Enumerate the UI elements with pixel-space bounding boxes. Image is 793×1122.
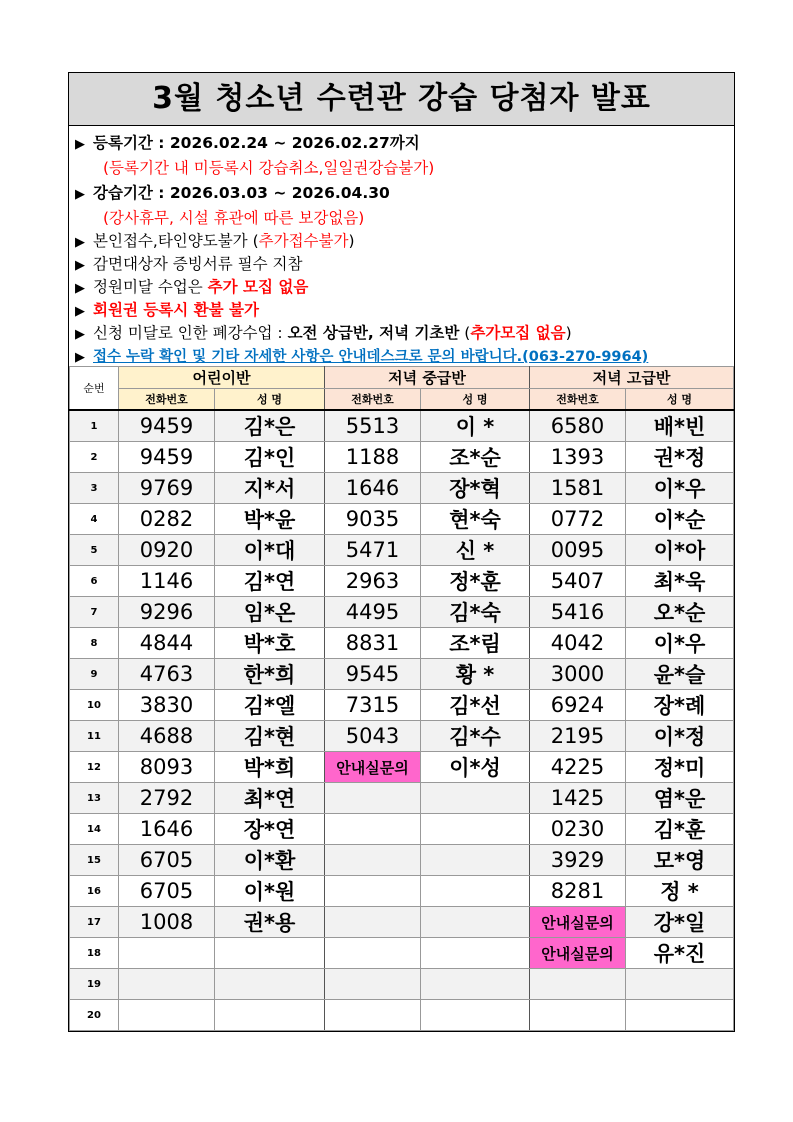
phone-cell: 5416 <box>530 597 626 628</box>
row-number: 17 <box>70 907 119 938</box>
phone-cell <box>325 845 421 876</box>
name-cell <box>215 969 325 1000</box>
phone-cell: 4495 <box>325 597 421 628</box>
phone-cell: 2963 <box>325 566 421 597</box>
name-cell: 유*진 <box>626 938 734 969</box>
notice-line <box>75 253 734 276</box>
name-cell: 한*희 <box>215 659 325 690</box>
phone-cell <box>325 783 421 814</box>
text: ) <box>565 324 572 342</box>
name-cell: 강*일 <box>626 907 734 938</box>
phone-cell: 1646 <box>325 473 421 504</box>
bullet-icon: ▶ <box>75 304 85 319</box>
phone-cell: 2195 <box>530 721 626 752</box>
row-number: 11 <box>70 721 119 752</box>
table-row <box>70 845 734 876</box>
table-row <box>70 410 734 442</box>
notice-line <box>75 299 734 322</box>
phone-cell: 1646 <box>119 814 215 845</box>
phone-cell: 안내실문의 <box>325 752 421 783</box>
phone-cell: 5407 <box>530 566 626 597</box>
row-number: 10 <box>70 690 119 721</box>
phone-cell <box>119 938 215 969</box>
phone-cell: 1188 <box>325 442 421 473</box>
phone-cell: 2792 <box>119 783 215 814</box>
name-cell: 권*용 <box>215 907 325 938</box>
name-cell: 박*희 <box>215 752 325 783</box>
phone-cell: 5043 <box>325 721 421 752</box>
row-number: 2 <box>70 442 119 473</box>
table-row <box>70 969 734 1000</box>
name-cell <box>421 876 530 907</box>
table-row <box>70 535 734 566</box>
bullet-icon: ▶ <box>75 258 85 273</box>
row-number: 20 <box>70 1000 119 1031</box>
row-number: 4 <box>70 504 119 535</box>
notice-line <box>75 322 734 345</box>
phone-cell: 4763 <box>119 659 215 690</box>
name-cell: 장*혁 <box>421 473 530 504</box>
class-label: 강습기간 : 2026.03.03 ~ 2026.04.30 <box>93 184 390 202</box>
phone-cell: 6705 <box>119 876 215 907</box>
name-cell: 배*빈 <box>626 410 734 442</box>
phone-cell: 6705 <box>119 845 215 876</box>
name-cell: 오*순 <box>626 597 734 628</box>
name-cell <box>215 1000 325 1031</box>
table-row <box>70 938 734 969</box>
name-cell: 김*숙 <box>421 597 530 628</box>
phone-cell: 1008 <box>119 907 215 938</box>
group-header-evening-intermediate: 저녁 중급반 <box>325 367 530 389</box>
name-cell: 이*성 <box>421 752 530 783</box>
group-header-kids: 어린이반 <box>119 367 325 389</box>
table-row <box>70 597 734 628</box>
phone-cell: 6924 <box>530 690 626 721</box>
row-number: 19 <box>70 969 119 1000</box>
phone-cell <box>325 876 421 907</box>
phone-cell <box>325 1000 421 1031</box>
phone-header: 전화번호 <box>325 389 421 411</box>
name-cell: 이*대 <box>215 535 325 566</box>
phone-cell <box>119 1000 215 1031</box>
name-cell <box>421 783 530 814</box>
phone-header: 전화번호 <box>530 389 626 411</box>
table-row <box>70 876 734 907</box>
name-cell: 김*엘 <box>215 690 325 721</box>
phone-cell: 9459 <box>119 410 215 442</box>
table-row <box>70 473 734 504</box>
name-cell: 모*영 <box>626 845 734 876</box>
phone-cell: 3830 <box>119 690 215 721</box>
phone-cell: 9769 <box>119 473 215 504</box>
name-cell: 박*호 <box>215 628 325 659</box>
name-header: 성 명 <box>626 389 734 411</box>
row-number: 3 <box>70 473 119 504</box>
reg-label: 등록기간 : 2026.02.24 ~ 2026.02.27까지 <box>93 134 420 152</box>
phone-cell: 9459 <box>119 442 215 473</box>
phone-cell: 8281 <box>530 876 626 907</box>
table-row <box>70 783 734 814</box>
name-cell <box>421 938 530 969</box>
phone-cell: 0095 <box>530 535 626 566</box>
registration-period <box>75 130 734 157</box>
name-cell: 김*현 <box>215 721 325 752</box>
phone-cell: 5513 <box>325 410 421 442</box>
text: 정원미달 수업은 <box>93 278 208 296</box>
table-row <box>70 690 734 721</box>
phone-cell: 0230 <box>530 814 626 845</box>
name-cell: 권*정 <box>626 442 734 473</box>
bullet-icon: ▶ <box>75 187 85 202</box>
name-cell: 염*운 <box>626 783 734 814</box>
name-cell: 최*연 <box>215 783 325 814</box>
name-cell <box>421 1000 530 1031</box>
text: 회원권 등록시 환불 불가 <box>93 301 259 319</box>
phone-cell: 1581 <box>530 473 626 504</box>
phone-cell <box>325 814 421 845</box>
name-cell: 정*미 <box>626 752 734 783</box>
table-row <box>70 659 734 690</box>
name-cell <box>421 845 530 876</box>
phone-cell: 3929 <box>530 845 626 876</box>
name-cell: 김*훈 <box>626 814 734 845</box>
phone-cell: 4042 <box>530 628 626 659</box>
name-cell: 이*우 <box>626 628 734 659</box>
row-number: 1 <box>70 410 119 442</box>
table-row <box>70 442 734 473</box>
phone-header: 전화번호 <box>119 389 215 411</box>
reg-note: (등록기간 내 미등록시 강습취소,일일권강습불가) <box>103 159 435 177</box>
name-cell: 장*연 <box>215 814 325 845</box>
phone-cell <box>325 969 421 1000</box>
text: 감면대상자 증빙서류 필수 지참 <box>93 255 303 273</box>
name-cell: 임*온 <box>215 597 325 628</box>
name-cell <box>421 907 530 938</box>
bullet-icon: ▶ <box>75 137 85 152</box>
phone-cell: 8093 <box>119 752 215 783</box>
phone-cell: 0282 <box>119 504 215 535</box>
phone-cell <box>325 938 421 969</box>
no-header: 순번 <box>70 367 119 411</box>
name-header: 성 명 <box>215 389 325 411</box>
notice-line <box>75 230 734 253</box>
notice-line <box>75 276 734 299</box>
info-section <box>69 126 734 366</box>
name-cell: 김*수 <box>421 721 530 752</box>
text: 본인접수,타인양도불가 ( <box>93 232 259 250</box>
name-cell: 이*우 <box>626 473 734 504</box>
text: ) <box>348 232 355 250</box>
name-cell: 이 * <box>421 410 530 442</box>
phone-cell: 5471 <box>325 535 421 566</box>
table-row <box>70 907 734 938</box>
row-number: 16 <box>70 876 119 907</box>
name-cell <box>215 938 325 969</box>
text: 신청 미달로 인한 폐강수업 : <box>93 324 288 342</box>
announcement-sheet <box>68 72 735 1032</box>
name-cell: 이*환 <box>215 845 325 876</box>
table-row <box>70 752 734 783</box>
name-cell <box>421 969 530 1000</box>
phone-cell: 9035 <box>325 504 421 535</box>
phone-cell: 8831 <box>325 628 421 659</box>
name-cell: 박*윤 <box>215 504 325 535</box>
name-cell: 장*례 <box>626 690 734 721</box>
name-cell: 정*훈 <box>421 566 530 597</box>
row-number: 14 <box>70 814 119 845</box>
text: 추가접수불가 <box>258 232 349 250</box>
contact-line <box>75 345 734 368</box>
name-cell: 김*은 <box>215 410 325 442</box>
text: 오전 상급반, 저녁 기초반 <box>287 324 460 342</box>
name-cell: 현*숙 <box>421 504 530 535</box>
phone-cell: 0772 <box>530 504 626 535</box>
name-cell: 이*정 <box>626 721 734 752</box>
name-cell: 정 * <box>626 876 734 907</box>
table-row <box>70 504 734 535</box>
name-cell: 황 * <box>421 659 530 690</box>
name-cell: 윤*슬 <box>626 659 734 690</box>
name-cell: 신 * <box>421 535 530 566</box>
contact-text: 접수 누락 확인 및 기타 자세한 사항은 안내데스크로 문의 바랍니다.(063-270-9964) <box>93 349 649 365</box>
phone-cell: 안내실문의 <box>530 938 626 969</box>
class-period <box>75 180 734 207</box>
bullet-icon: ▶ <box>75 327 85 342</box>
name-cell: 이*순 <box>626 504 734 535</box>
row-number: 6 <box>70 566 119 597</box>
phone-cell: 7315 <box>325 690 421 721</box>
name-cell: 조*림 <box>421 628 530 659</box>
table-row <box>70 1000 734 1031</box>
phone-cell <box>119 969 215 1000</box>
name-cell: 최*욱 <box>626 566 734 597</box>
phone-cell: 1425 <box>530 783 626 814</box>
row-number: 8 <box>70 628 119 659</box>
name-cell: 이*원 <box>215 876 325 907</box>
group-header-evening-advanced: 저녁 고급반 <box>530 367 734 389</box>
name-cell: 김*인 <box>215 442 325 473</box>
row-number: 9 <box>70 659 119 690</box>
page-title: 3월 청소년 수련관 강습 당첨자 발표 <box>69 73 734 126</box>
row-number: 5 <box>70 535 119 566</box>
phone-cell: 9296 <box>119 597 215 628</box>
phone-cell: 3000 <box>530 659 626 690</box>
winners-table <box>69 366 734 1031</box>
class-note: (강사휴무, 시설 휴관에 따른 보강없음) <box>103 209 365 227</box>
name-header: 성 명 <box>421 389 530 411</box>
name-cell <box>626 1000 734 1031</box>
row-number: 18 <box>70 938 119 969</box>
name-cell <box>626 969 734 1000</box>
name-cell: 이*아 <box>626 535 734 566</box>
table-row <box>70 814 734 845</box>
phone-cell <box>530 1000 626 1031</box>
phone-cell: 6580 <box>530 410 626 442</box>
bullet-icon: ▶ <box>75 281 85 296</box>
name-cell <box>421 814 530 845</box>
name-cell: 조*순 <box>421 442 530 473</box>
row-number: 15 <box>70 845 119 876</box>
phone-cell: 4225 <box>530 752 626 783</box>
text: ( <box>459 324 471 342</box>
bullet-icon: ▶ <box>75 350 85 365</box>
phone-cell: 4844 <box>119 628 215 659</box>
text: 추가 모집 없음 <box>207 278 309 296</box>
phone-cell <box>530 969 626 1000</box>
phone-cell <box>325 907 421 938</box>
phone-cell: 안내실문의 <box>530 907 626 938</box>
row-number: 7 <box>70 597 119 628</box>
bullet-icon: ▶ <box>75 235 85 250</box>
table-row <box>70 628 734 659</box>
name-cell: 김*연 <box>215 566 325 597</box>
text: 추가모집 없음 <box>470 324 566 342</box>
table-row <box>70 566 734 597</box>
phone-cell: 9545 <box>325 659 421 690</box>
row-number: 12 <box>70 752 119 783</box>
table-row <box>70 721 734 752</box>
phone-cell: 1146 <box>119 566 215 597</box>
row-number: 13 <box>70 783 119 814</box>
phone-cell: 0920 <box>119 535 215 566</box>
phone-cell: 1393 <box>530 442 626 473</box>
name-cell: 지*서 <box>215 473 325 504</box>
phone-cell: 4688 <box>119 721 215 752</box>
name-cell: 김*선 <box>421 690 530 721</box>
